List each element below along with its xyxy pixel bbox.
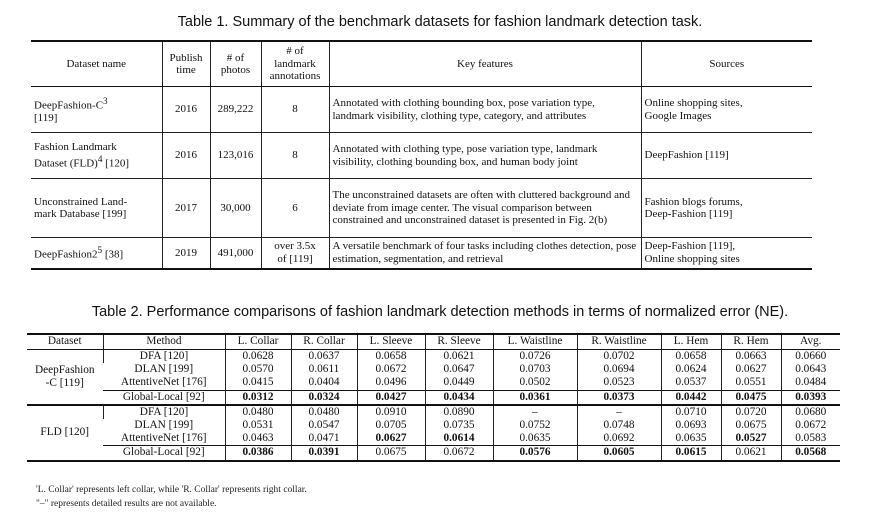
header-l-sleeve: L. Sleeve [357,334,425,350]
dataset-name: DeepFashion-$C^3$ [119] [31,87,162,133]
header-l-hem: L. Hem [661,334,721,350]
value-cell: 0.0404 [291,376,357,390]
value-cell: 0.0672 [357,363,425,376]
annotation-count: 8 [261,133,329,179]
value-cell: 0.0635 [493,432,577,446]
value-cell: 0.0726 [493,350,577,364]
value-cell: 0.0615 [661,446,721,461]
header-l-waistline: L. Waistline [493,334,577,350]
value-cell: 0.0480 [225,405,291,419]
table-row [27,446,840,461]
value-cell: 0.0627 [721,363,781,376]
header-photos: # of photos [210,41,261,87]
table2-caption: Table 2. Performance comparisons of fashion landmark detection methods in terms of normalized error (NE). [91,304,789,320]
table1-caption: Table 1. Summary of the benchmark datasets for fashion landmark detection task. [177,14,703,30]
value-cell: 0.0434 [425,390,493,405]
header-dataset-name: Dataset name [31,41,162,87]
value-cell: 0.0624 [661,363,721,376]
method-cell: AttentiveNet [176] [120,376,207,389]
value-cell: 0.0694 [577,363,661,376]
value-cell: 0.0660 [781,350,840,364]
value-cell: 0.0480 [291,405,357,419]
photo-count: 30,000 [210,179,261,238]
value-cell: 0.0635 [661,432,721,446]
value-cell: 0.0614 [425,432,493,446]
value-cell: 0.0675 [721,419,781,432]
header-r-collar: R. Collar [291,334,357,350]
key-features: Annotated with clothing type, pose variation type, landmark visibility, clothing bounding box, and human body joint [329,133,641,179]
method-cell: AttentiveNet [176] [120,432,207,445]
publish-year: 2016 [162,87,210,133]
value-cell: 0.0647 [425,363,493,376]
value-cell: 0.0373 [577,390,661,405]
value-cell: 0.0663 [721,350,781,364]
value-cell: 0.0361 [493,390,577,405]
table-row [31,238,812,269]
value-cell: 0.0523 [577,376,661,390]
value-cell: 0.0471 [291,432,357,446]
photo-count: 123,016 [210,133,261,179]
table-row [27,350,840,364]
value-cell: 0.0570 [225,363,291,376]
table-row [27,432,840,446]
value-cell: 0.0531 [225,419,291,432]
value-cell: 0.0627 [357,432,425,446]
header-l-collar: L. Collar [225,334,291,350]
value-cell: 0.0680 [781,405,840,419]
header-key-features: Key features [329,41,641,87]
dataset-cell-deepfashion: DeepFashion -C [119] [27,350,103,405]
value-cell: 0.0643 [781,363,840,376]
header-dataset: Dataset [27,334,103,350]
publish-year: 2016 [162,133,210,179]
value-cell: 0.0415 [225,376,291,390]
value-cell: 0.0628 [225,350,291,364]
publish-year: 2017 [162,179,210,238]
value-cell: 0.0637 [291,350,357,364]
value-cell: 0.0692 [577,432,661,446]
value-cell: 0.0705 [357,419,425,432]
value-cell: 0.0551 [721,376,781,390]
table-row [31,87,812,133]
value-cell: 0.0449 [425,376,493,390]
value-cell: 0.0720 [721,405,781,419]
value-cell: 0.0672 [781,419,840,432]
value-cell: 0.0703 [493,363,577,376]
value-cell: 0.0576 [493,446,577,461]
value-cell: 0.0393 [781,390,840,405]
dataset-name: Fashion Landmark Dataset (FLD)$^4$ [120] [31,133,162,179]
header-publish-time: Publish time [162,41,210,87]
value-cell: – [493,405,577,419]
value-cell: 0.0605 [577,446,661,461]
performance-comparison-table [27,333,840,462]
table-row [27,405,840,419]
method-cell: DLAN [199] [134,419,194,432]
value-cell: 0.0484 [781,376,840,390]
method-cell: DLAN [199] [134,363,194,376]
value-cell: 0.0910 [357,405,425,419]
photo-count: 491,000 [210,238,261,269]
value-cell: 0.0621 [425,350,493,364]
key-features: The unconstrained datasets are often with cluttered background and deviate from image center. The visual comparison between constrained and unconstrained dataset is presented in Fig. 2(b) [329,179,641,238]
value-cell: 0.0442 [661,390,721,405]
table2-footnote-dash: "–" represents detailed results are not available. [36,499,217,509]
value-cell: 0.0693 [661,419,721,432]
value-cell: 0.0527 [721,432,781,446]
benchmark-datasets-table [31,40,812,270]
dataset-name: $DeepFashion2^5$ [38] [31,238,162,269]
photo-count: 289,222 [210,87,261,133]
sources: Deep-Fashion [119], Online shopping sites [641,238,812,269]
value-cell: 0.0658 [357,350,425,364]
table2-header-row [27,334,840,350]
header-annotations: # of landmark annotations [261,41,329,87]
method-cell: DFA [120] [103,405,225,419]
annotation-count: 8 [261,87,329,133]
value-cell: 0.0391 [291,446,357,461]
method-cell: Global-Local [92] [103,446,225,461]
sources: DeepFashion [119] [641,133,812,179]
publish-year: 2019 [162,238,210,269]
value-cell: 0.0748 [577,419,661,432]
value-cell: 0.0463 [225,432,291,446]
value-cell: 0.0658 [661,350,721,364]
header-method: Method [103,334,225,350]
method-cell: Global-Local [92] [103,390,225,405]
value-cell: 0.0710 [661,405,721,419]
value-cell: 0.0702 [577,350,661,364]
table-row [31,133,812,179]
value-cell: 0.0502 [493,376,577,390]
header-r-sleeve: R. Sleeve [425,334,493,350]
value-cell: 0.0583 [781,432,840,446]
value-cell: 0.0568 [781,446,840,461]
value-cell: 0.0475 [721,390,781,405]
sources: Online shopping sites, Google Images [641,87,812,133]
value-cell: 0.0547 [291,419,357,432]
value-cell: 0.0675 [357,446,425,461]
table-row [27,390,840,405]
table-row [27,363,840,376]
value-cell: 0.0890 [425,405,493,419]
dataset-cell-fld: FLD [120] [27,405,103,461]
value-cell: 0.0312 [225,390,291,405]
header-sources: Sources [641,41,812,87]
value-cell: 0.0672 [425,446,493,461]
header-r-waistline: R. Waistline [577,334,661,350]
dataset-name: Unconstrained Land- mark Database [199] [31,179,162,238]
key-features: Annotated with clothing bounding box, pose variation type, landmark visibility, clothing type, category, and attributes [329,87,641,133]
sources: Fashion blogs forums, Deep-Fashion [119] [641,179,812,238]
table1-header-row [31,41,812,87]
method-cell: DFA [120] [103,350,225,364]
value-cell: 0.0386 [225,446,291,461]
value-cell: 0.0324 [291,390,357,405]
value-cell: 0.0752 [493,419,577,432]
annotation-count: over 3.5x of [119] [261,238,329,269]
header-r-hem: R. Hem [721,334,781,350]
value-cell: 0.0735 [425,419,493,432]
header-avg: Avg. [781,334,840,350]
value-cell: 0.0537 [661,376,721,390]
table-row [27,419,840,432]
key-features: A versatile benchmark of four tasks including clothes detection, pose estimation, segmentation, and retrieval [329,238,641,269]
value-cell: 0.0496 [357,376,425,390]
value-cell: 0.0621 [721,446,781,461]
table2-footnote-collar: 'L. Collar' represents left collar, while 'R. Collar' represents right collar. [36,485,307,495]
value-cell: 0.0611 [291,363,357,376]
annotation-count: 6 [261,179,329,238]
value-cell: 0.0427 [357,390,425,405]
table-row [31,179,812,238]
value-cell: – [577,405,661,419]
table-row [27,376,840,390]
